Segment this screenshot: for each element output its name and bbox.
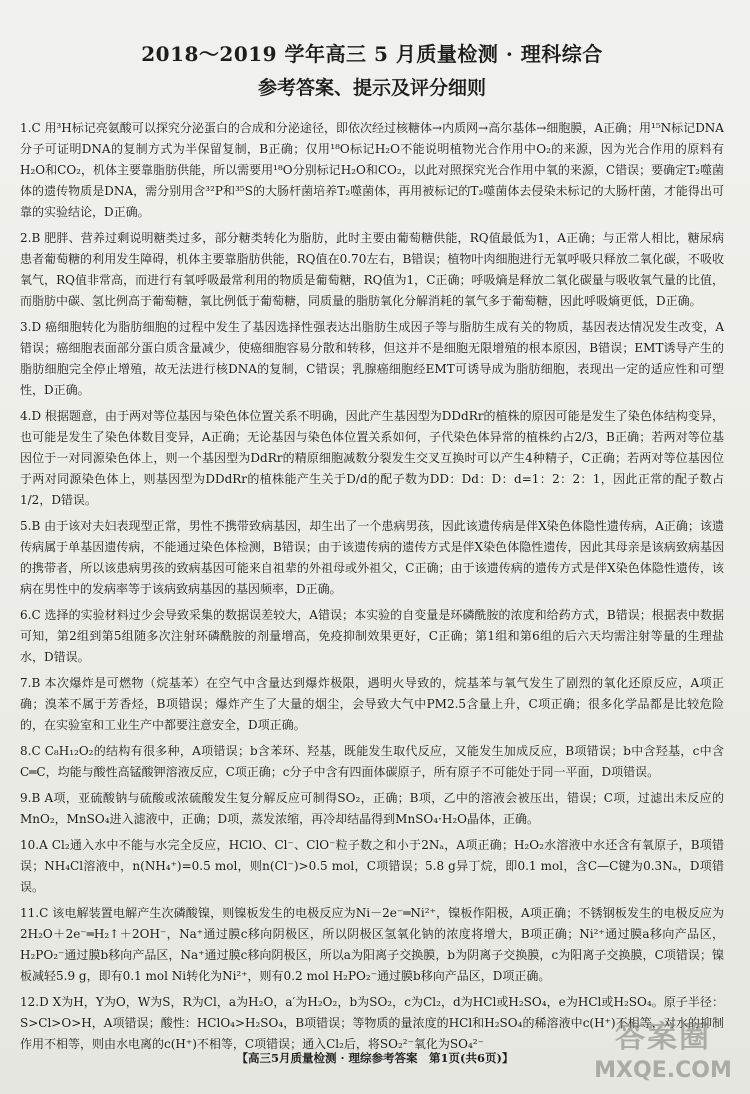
- answer-text: 本次爆炸是可燃物（烷基苯）在空气中含量达到爆炸极限，遇明火导致的，烷基苯与氧气发生了剧烈的氧化还原反应，A项正确；溴苯不属于芳香烃，B项错误；爆炸产生了大量的烟尘，会导致大气中PM2.5含量上升，C项正确；很多化学品都是比较危险的，在实验室和工业生产中都要注意安全，D项正确。: [20, 676, 724, 732]
- answer-item: [20, 406, 724, 511]
- answer-number: 8.C: [20, 744, 41, 758]
- watermark-url: MXQE.COM: [594, 1058, 732, 1083]
- answer-number: 3.D: [20, 320, 42, 334]
- answer-number: 12.D: [20, 995, 49, 1009]
- answer-number: 11.C: [20, 906, 49, 920]
- answer-number: 7.B: [20, 676, 41, 690]
- answer-text: 由于该对夫妇表现型正常，男性不携带致病基因，却生出了一个患病男孩，因此该遗传病是伴X染色体隐性遗传病，A正确；该遗传病属于单基因遗传病，不能通过染色体检测，B错误；由于该遗传病的遗传方式是伴X染色体隐性遗传，因此其母亲是该病致病基因的携带者，所以该患病男孩的致病基因可能来自祖辈的外祖母或外祖父，C正确；由于该遗传病的遗传方式是伴X染色体隐性遗传，该病在男性中的发病率等于该病致病基因的基因频率，D正确。: [20, 519, 724, 596]
- answer-text: Cl₂通入水中不能与水完全反应，HClO、Cl⁻、ClO⁻粒子数之和小于2Nₐ，A项正确；H₂O₂水溶液中水还含有氧原子，B项错误；NH₄Cl溶液中，n(NH₄⁺)=0.5 mol，则n(Cl⁻)>0.5 mol，C项错误；5.8 g异丁烷，即0.1 mol，含C—C键为0.3Nₐ，D项错误。: [20, 838, 724, 894]
- answer-item: [20, 317, 724, 401]
- answer-text: A项，亚硫酸钠与硫酸或浓硫酸发生复分解反应可制得SO₂，正确；B项，乙中的溶液会被压出，错误；C项，过滤出未反应的MnO₂，MnSO₄进入滤液中，正确；D项，蒸发浓缩，再冷却结晶得到MnSO₄·H₂O晶体，正确。: [20, 791, 724, 826]
- answer-text: 用³H标记亮氨酸可以探究分泌蛋白的合成和分泌途径，即依次经过核糖体→内质网→高尔基体→细胞膜，A正确；用¹⁵N标记DNA分子可证明DNA的复制方式为半保留复制，B正确；仅用¹⁸O标记H₂O不能说明植物光合作用中O₂的来源，因为光合作用的原料有H₂O和CO₂，机体主要靠脂肪供能，所以需要用¹⁸O分别标记H₂O和CO₂，以此对照探究光合作用中氧的来源，C错误；要确定T₂噬菌体的遗传物质是DNA，需分别用含³²P和³⁵S的大肠杆菌培养T₂噬菌体，再用被标记的T₂噬菌体去侵染未标记的大肠杆菌，才能得出可靠的实验结论，D正确。: [20, 121, 724, 219]
- answer-item: [20, 741, 724, 783]
- answer-number: 4.D: [20, 409, 42, 423]
- answer-item: [20, 903, 724, 987]
- answer-text: 选择的实验材料过少会导致采集的数据误差较大，A错误；本实验的自变量是环磷酰胺的浓度和给药方式，B错误；根据表中数据可知，第2组到第5组随多次注射环磷酰胺的剂量增高，免疫抑制效果更好，C正确；第1组和第6组的后六天均需注射等量的生理盐水，D错误。: [20, 608, 724, 664]
- answer-item: [20, 516, 724, 600]
- watermark-mark: 答案圈: [615, 1020, 711, 1055]
- answer-text: 该电解装置电解产生次磷酸镍，则镍板发生的电极反应为Ni－2e⁻═Ni²⁺，镍板作阳极，A项正确；不锈钢板发生的电极反应为2H₂O＋2e⁻═H₂↑＋2OH⁻，Na⁺通过膜c移向阴极区，所以阴极区氢氧化钠的浓度将增大，B项正确；Ni²⁺通过膜a移向产品区，H₂PO₂⁻通过膜b移向产品区，Na⁺通过膜c移向阴极区，所以a为阳离子交换膜，b为阴离子交换膜，c为阳离子交换膜，C项错误；镍板减轻5.9 g，即有0.1 mol Ni转化为Ni²⁺，则有0.2 mol H₂PO₂⁻通过膜b移向产品区，D项正确。: [20, 906, 724, 983]
- answer-item: [20, 605, 724, 668]
- answer-item: [20, 788, 724, 830]
- page-footer: 【高三5月质量检测 · 理综参考答案 第1页(共6页)】: [236, 1051, 514, 1065]
- answer-number: 10.A: [20, 838, 48, 852]
- answer-item: [20, 228, 724, 312]
- answer-number: 5.B: [20, 519, 41, 533]
- answer-item: [20, 835, 724, 898]
- site-watermark: [588, 1018, 738, 1090]
- answer-number: 6.C: [20, 608, 41, 622]
- answer-text: C₈H₁₂O₂的结构有很多种，A项错误；b含苯环、羟基，既能发生取代反应，又能发生加成反应，B项错误；b中含羟基，c中含C═C，均能与酸性高锰酸钾溶液反应，C项正确；c分子中含有四面体碳原子，所有原子不可能处于同一平面，D项错误。: [20, 744, 724, 779]
- document-subtitle: 参考答案、提示及评分细则: [257, 77, 486, 99]
- answer-text: 肥胖、营养过剩说明糖类过多，部分糖类转化为脂肪，此时主要由葡萄糖供能，RQ值最低为1，A正确；与正常人相比，糖尿病患者葡萄糖的利用发生障碍，机体主要靠脂肪供能，RQ值在0.70左右，B错误；植物叶肉细胞进行无氧呼吸只释放二氧化碳，不吸收氧气，RQ值非常高，而进行有氧呼吸最常利用的物质是葡萄糖，RQ值为1，C正确；呼吸熵是释放二氧化碳量与吸收氧气量的比值，而脂肪中碳、氢比例高于葡萄糖，氧比例低于葡萄糖，同质量的脂肪氧化分解消耗的氧气多于葡萄糖，因此呼吸熵更低，D正确。: [20, 231, 724, 308]
- answer-number: 2.B: [20, 231, 41, 245]
- answer-item: [20, 118, 724, 223]
- answer-number: 9.B: [20, 791, 41, 805]
- document-title: 2018～2019 学年高三 5 月质量检测 · 理科综合: [141, 42, 603, 66]
- answer-list: [20, 118, 724, 1055]
- answer-text: X为H，Y为O，W为S，R为Cl，a为H₂O，a′为H₂O₂，b为SO₂，c为Cl₂，d为HCl或H₂SO₄，e为HCl或H₂SO₄。原子半径：S>Cl>O>H，A项错误；酸性：HClO₄>H₂SO₄，B项错误；等物质的量浓度的HCl和H₂SO₄的稀溶液中c(H⁺)不相等，对水的抑制作用不相等，则由水电离的c(H⁺)不相等，C项错误；通入Cl₂后，将SO₂²⁻氧化为SO₄²⁻: [20, 995, 724, 1051]
- answer-number: 1.C: [20, 121, 41, 135]
- answer-text: 癌细胞转化为脂肪细胞的过程中发生了基因选择性强表达出脂肪生成因子等与脂肪生成有关的物质，基因表达情况发生改变，A错误；癌细胞表面部分蛋白质含量减少，使癌细胞容易分散和转移，但这并不是细胞无限增殖的根本原因，B错误；EMT诱导产生的脂肪细胞完全停止增殖，故无法进行核DNA的复制，C错误；乳腺癌细胞经EMT可诱导成为脂肪细胞，表现出一定的适应性和可塑性，D正确。: [20, 320, 725, 397]
- answer-item: [20, 673, 724, 736]
- answer-text: 根据题意，由于两对等位基因与染色体位置关系不明确，因此产生基因型为DDdRr的植株的原因可能是发生了染色体结构变异，也可能是发生了染色体数目变异，A正确；无论基因与染色体位置关系如何，子代染色体异常的植株约占2/3，B正确；若两对等位基因位于一对同源染色体上，则一个基因型为DdRr的精原细胞减数分裂发生交叉互换时可以产生4种精子，C正确；若两对等位基因位于两对同源染色体上，则基因型为DDdRr的植株能产生关于D/d的配子数为DD：Dd：D：d=1：2：2：1，因此正常的配子数占1/2，D错误。: [20, 409, 724, 507]
